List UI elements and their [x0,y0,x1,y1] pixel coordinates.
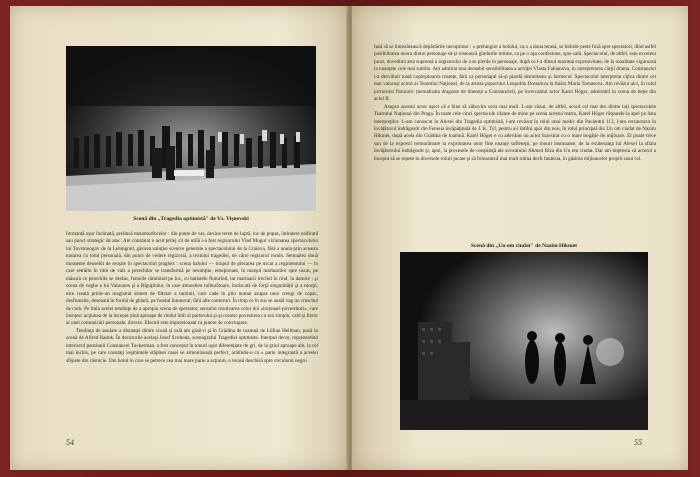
right-page [352,6,688,470]
left-photo-caption: Scenă din „Tragedia optimistă" de Vs. Vişnevski [133,216,249,222]
right-page-text [374,44,656,163]
right-photo-caption: Scenă din „Un om ciudat" de Nazim Hikmet [470,243,578,249]
right-paragraph-1: Iasă să se întrezărească depărtările necuprinse : « prelungire a holului, ca o a doua terasă, se întinde peste fosă spre spectatori, dînd astfel posibilitatea unora dintre personaje să-şi rostească gîndurile intime, ca pe o aşa confesiune, spre sală. Spectacolul, de altfel, este excelent jucat, dovedind arta supremă a regizorului de a se pierde în personaje, după ce l-a dînsul maximă expresivitate, de la tonalitate viguroasă la nuanţele cele mai subtile. Am admirat mai deosebit sensibilitatea a actriţei Vlasta Fabianova, în interpretarea cărţii drama. Constanciei i-a dezvăluit toată copleşitoarea tristeţe, fără ca personajul să-şi piardă demnitatea şi farmecul. Spectacolul interpretat cîţiva dintre cei mai valoroşi actori ai Teatrului Naţional, de la artista poporului Leopolda Dostalova la tînăra Maria Tomasova. Am revăzut aici, în rolul pictorului fîsturatic (nerealizata dragoste de tinereţe a Constanciei), pe încercantul actor Karel Höger, admirabil în scena de beţie din actul II. [374,44,656,103]
stage-silhouette-photo [400,252,648,430]
left-paragraph-2: Tendinţa de anulare a distanţei dintre scenă şi sală am găsit-o şi în Grădina de toamnă de Lillian Hellman, pusă în scenă de Alfred Radok. În decorurile acelaşi Josef Svoboda, scenograful Tragediei optimiste. Interpul decor, reprezentînd interiorul pensiunii Constancei Tuckerman, a fost conceput în tonuri uşor diferenţiate de gri, de la griul aproape alb, la cel mai închis, pe care constaţi veşmintele stăpînei casei se armonizează perfect, arătîndu-o ca « parte integrantă a acestei sfîşiete din căsnicie. Din holul în care se petrece cea mai mare parte a acţiunii, o terasă deschisă spre circularul negru [66,327,318,364]
left-page [10,6,348,470]
theatre-scene-photo [66,46,316,211]
left-page-photo [66,46,316,211]
right-page-number: 55 [634,438,642,447]
left-paragraph-1: formantă uşor înclinată, prelinsă metamorfocelor : din punte de vas, devine teren de luptă, loc de popas, întindere neifirată sau punct strategic de atac. Am constatat o acut prilej cit de utilă i-a fost regizorului Vlad Mugur vizionarea spectacolului lui Tovstonogov de la Leningrad, găsirea soluţiei scenice generale a spectacolului de la Craiova, fără a anula prin aceasta tratarea cu totul personală, din punct de vedere regizoral, a textului tragediei, de către regizorul romîn. Semnalez două momente deosebit de reuşite în spectacolul praghez : scena balului — timpul de plecarea pe uscat a regimentului — în care retrăim în ritm de vals a perechilor se transformă pe nesimţite, emoţionant, în marşul marinarilor spre uscat, pe măsură ce perechile se desfac, femeile rămînind pe loc, cu batistele fluturînd, iar marinarii trecînd în rînd, la datorie ; şi scena de veghe a lui Vainonen şi a Rîguţilului, în care atmosfera tulburătoare, încărcată de forţă singurătăţii şi a morţii, este creată printr-un magistral sistem de filtrare a luminii, care cade în plin numai asupra unei crengi de copac, desfrunzite, desenată în formă de ghiară, pe fondul întunecat, fără alte contururi. În timp ce în sus se anală vag un crescînd de corb. Pe linia acelei tendinţe de a apropia scena de spectator, sensului rezolvarea celor doi «boţonari-povestitori», care însoţesc acţiunea de la început pînă aproape de rindul întîi al parterului şi-şi rostesc povestirea cu ton simplu, cald şi firesc al unei comunicări personale, directe. Efectul este impresionant ca putere de convingere. [66,231,318,327]
left-page-text [66,231,318,365]
left-page-number: 54 [66,438,74,447]
right-page-photo-frame [400,252,648,430]
right-paragraph-2: Asupra acestui actor aşect că e bine să zăbovim ceva mai mult. L-am văzut, de altfel, acord cel mai des dintre toţi spectacolele Teatrului Naţional din Praga. În toate cele cinci spectacole văzute de mine pe scena acestui teatru, Karel Höger răspunde la apel pe lista interpreţilor. L-am cunoscut în Alexei din Tragedia optimistă, l-am revăzut în rolul unui medic din Pacientul 113, l-am recunoscut în învăţătorul îndrăgostit din Femeia încăpăţînată de J. K. Tyl, pentru a-l întîlni apoi din nou, în rolul principal din Un om ciudat de Nazim Hikmet, după acela din Grădina de toamnă. Karel Höger e cu adevărat un actor înzestrat cu o mare bogăţie de mijloace. El poate trece sau de la expresii tremurătoare la exprimarea unor fine nuanţe sufleteşti, pe tonuri însinuante, de la exuberanţa lui Alexei la sfiala învăţătorului îndrăgostit şi, apoi, la procesele de conştiinţă ale avocatului Ahmed Riza din Un om ciudat. Dar am impresia că actorul a început să se repete în diversele roluri jucate şi să folosească mai mult rutina decît fantezia, în găsirea mijloacelor proprii unui rol. [374,103,656,162]
